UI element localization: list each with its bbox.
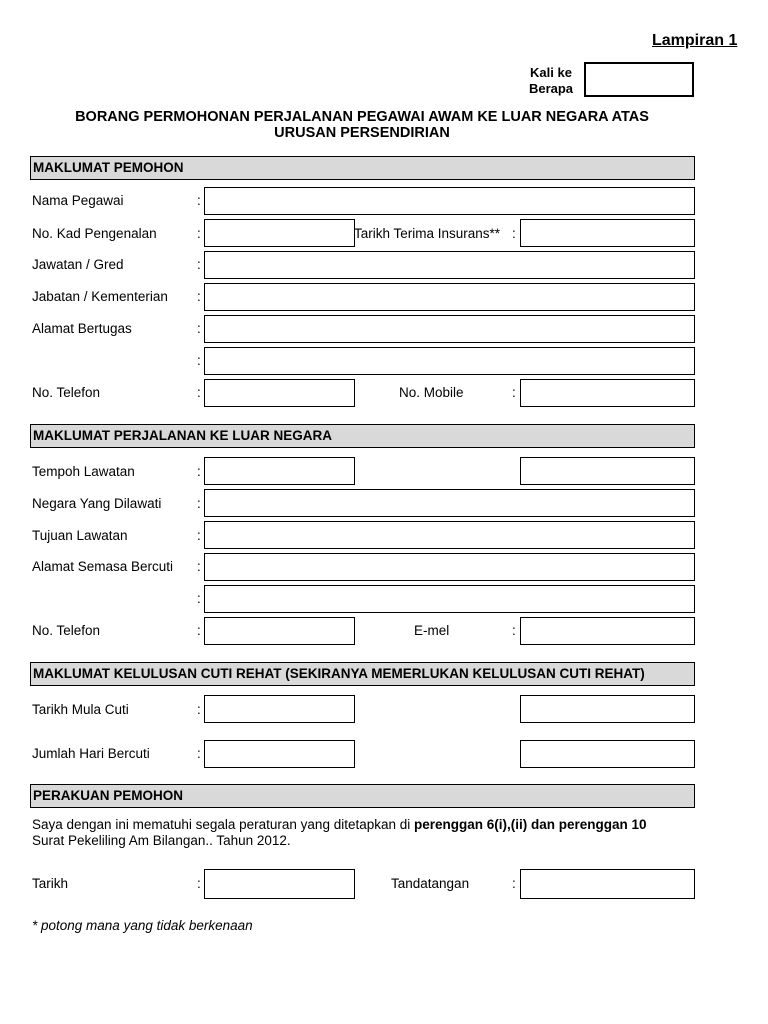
section-travel-info: MAKLUMAT PERJALANAN KE LUAR NEGARA	[30, 424, 695, 448]
employee-name-label: Nama Pegawai	[32, 193, 124, 208]
date-label: Tarikh	[32, 876, 69, 891]
leave-end-field[interactable]	[520, 695, 695, 723]
insurance-date-field[interactable]	[520, 219, 695, 247]
work-address-field-1[interactable]	[204, 315, 695, 343]
travel-telephone-field[interactable]	[204, 617, 355, 645]
work-address-field-2[interactable]	[204, 347, 695, 375]
colon: :	[512, 226, 516, 241]
holiday-address-field-2[interactable]	[204, 585, 695, 613]
date-field[interactable]	[204, 869, 355, 899]
colon: :	[197, 289, 201, 304]
leave-days-extra-field[interactable]	[520, 740, 695, 768]
form-title-line1: BORANG PERMOHONAN PERJALANAN PEGAWAI AWAM KE LUAR NEGARA ATAS	[75, 109, 649, 125]
leave-days-field[interactable]	[204, 740, 355, 768]
colon: :	[197, 257, 201, 272]
leave-start-field[interactable]	[204, 695, 355, 723]
ic-number-label: No. Kad Pengenalan	[32, 226, 157, 241]
email-field[interactable]	[520, 617, 695, 645]
attempt-count-field[interactable]	[584, 62, 694, 97]
mobile-field[interactable]	[520, 379, 695, 407]
section-leave-approval: MAKLUMAT KELULUSAN CUTI REHAT (SEKIRANYA MEMERLUKAN KELULUSAN CUTI REHAT)	[30, 662, 695, 686]
colon: :	[197, 385, 201, 400]
visit-purpose-field[interactable]	[204, 521, 695, 549]
visit-duration-end-field[interactable]	[520, 457, 695, 485]
visit-duration-start-field[interactable]	[204, 457, 355, 485]
leave-start-label: Tarikh Mula Cuti	[32, 702, 129, 717]
colon: :	[197, 591, 201, 606]
travel-telephone-label: No. Telefon	[32, 623, 101, 638]
declaration-text	[32, 817, 692, 849]
signature-label: Tandatangan	[391, 876, 470, 891]
department-field[interactable]	[204, 283, 695, 311]
ic-number-field[interactable]	[204, 219, 355, 247]
section-declaration: PERAKUAN PEMOHON	[30, 784, 695, 808]
colon: :	[197, 464, 201, 479]
berapa-text: Berapa	[528, 81, 574, 96]
colon: :	[197, 321, 201, 336]
colon: :	[197, 876, 201, 891]
footnote: * potong mana yang tidak berkenaan	[32, 918, 253, 933]
telephone-label: No. Telefon	[32, 385, 101, 400]
colon: :	[197, 226, 201, 241]
department-label: Jabatan / Kementerian	[32, 289, 168, 304]
colon: :	[512, 385, 516, 400]
declaration-text-plain: Saya dengan ini mematuhi segala peraturan yang ditetapkan di	[32, 817, 415, 832]
declaration-text-bold: perenggan 6(i),(ii) dan perenggan 10	[414, 817, 647, 832]
visit-purpose-label: Tujuan Lawatan	[32, 528, 128, 543]
appendix-label: Lampiran 1	[652, 32, 738, 49]
form-title	[40, 109, 684, 141]
kali-ke-text: Kali ke	[530, 65, 572, 80]
country-label: Negara Yang Dilawati	[32, 496, 162, 511]
colon: :	[197, 559, 201, 574]
country-field[interactable]	[204, 489, 695, 517]
colon: :	[197, 702, 201, 717]
insurance-date-label: Tarikh Terima Insurans**	[354, 226, 501, 241]
employee-name-field[interactable]	[204, 187, 695, 215]
form-title-line2: URUSAN PERSENDIRIAN	[274, 125, 450, 141]
holiday-address-field-1[interactable]	[204, 553, 695, 581]
colon: :	[197, 528, 201, 543]
colon: :	[197, 746, 201, 761]
leave-days-label: Jumlah Hari Bercuti	[32, 746, 150, 761]
holiday-address-label: Alamat Semasa Bercuti	[32, 559, 174, 574]
email-label: E-mel	[414, 623, 450, 638]
visit-duration-label: Tempoh Lawatan	[32, 464, 135, 479]
colon: :	[197, 623, 201, 638]
colon: :	[512, 623, 516, 638]
section-applicant-info: MAKLUMAT PEMOHON	[30, 156, 695, 180]
work-address-label: Alamat Bertugas	[32, 321, 132, 336]
declaration-text-line2: Surat Pekeliling Am Bilangan.. Tahun 2012.	[32, 833, 291, 848]
colon: :	[197, 353, 201, 368]
colon: :	[512, 876, 516, 891]
telephone-field[interactable]	[204, 379, 355, 407]
position-grade-field[interactable]	[204, 251, 695, 279]
position-grade-label: Jawatan / Gred	[32, 257, 124, 272]
signature-field[interactable]	[520, 869, 695, 899]
colon: :	[197, 193, 201, 208]
attempt-count-label	[520, 65, 582, 97]
colon: :	[197, 496, 201, 511]
mobile-label: No. Mobile	[399, 385, 464, 400]
